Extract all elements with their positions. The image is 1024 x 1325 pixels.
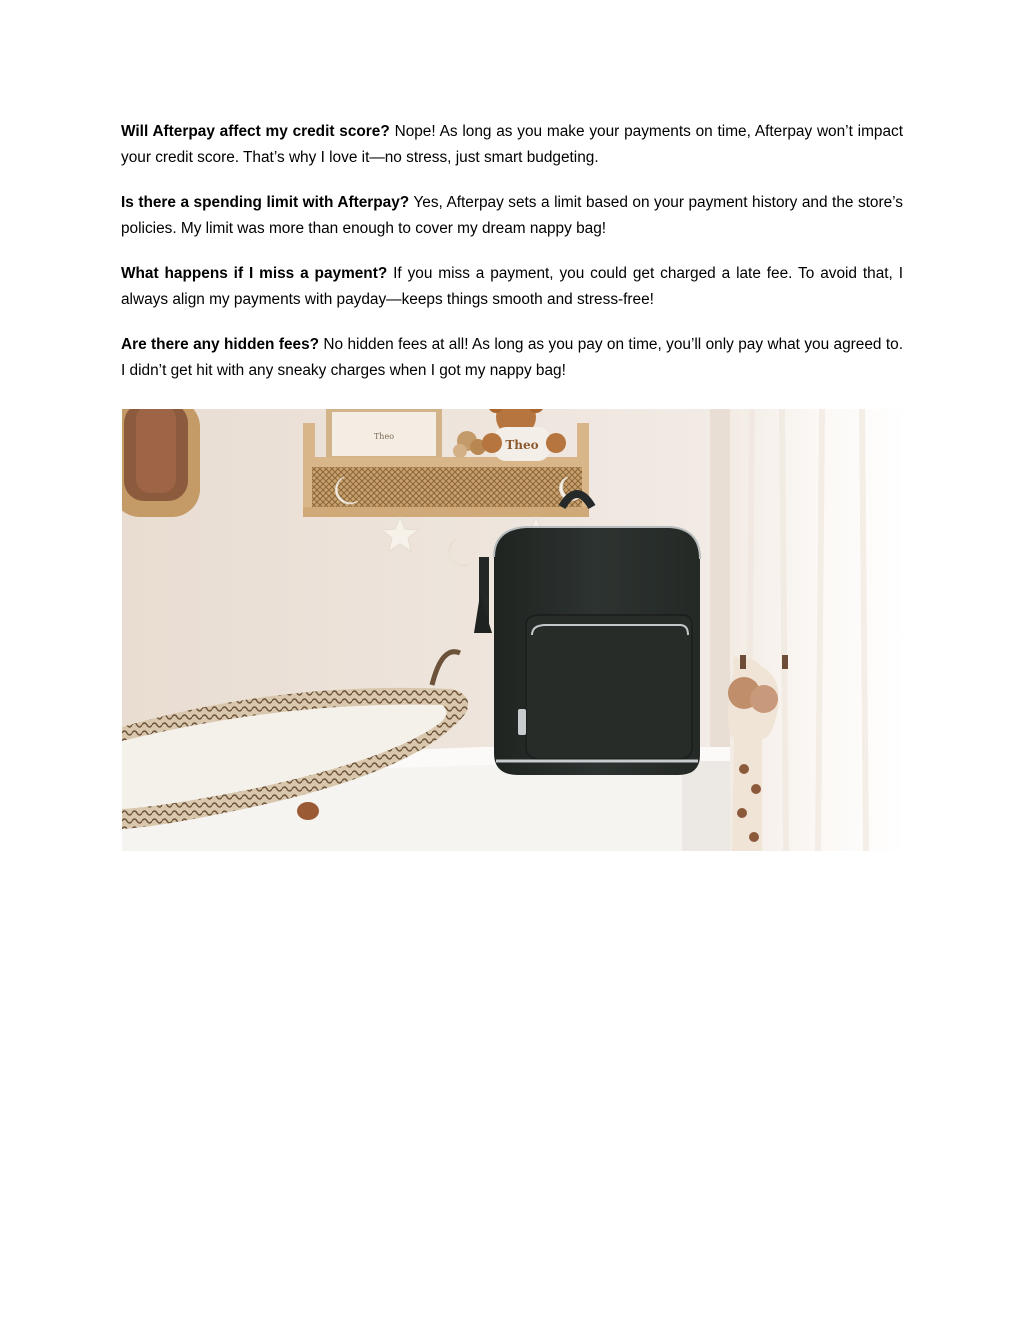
faq-item-missed-payment bbox=[121, 261, 903, 313]
faq-answer: Yes, Afterpay sets a limit based on your payment history and the store’s policies. My limit was more than enough to cover my dream nappy bag! bbox=[121, 194, 903, 237]
faq-question: Are there any hidden fees? bbox=[121, 336, 320, 353]
faq-answer: No hidden fees at all! As long as you pay on time, you’ll only pay what you agreed to. I didn’t get hit with any sneaky charges when I got my nappy bag! bbox=[121, 336, 903, 379]
faq-question: Is there a spending limit with Afterpay? bbox=[121, 194, 410, 211]
faq-section bbox=[121, 119, 903, 403]
bear-shirt-text: Theo bbox=[505, 438, 539, 452]
mirror bbox=[122, 409, 200, 517]
faq-item-credit-score bbox=[121, 119, 903, 171]
nappy-backpack bbox=[474, 494, 700, 775]
faq-answer: Nope! As long as you make your payments on time, Afterpay won’t impact your credit score. That’s why I love it—no stress, just smart budgeting. bbox=[121, 123, 904, 166]
faq-item-spending-limit bbox=[121, 190, 903, 242]
faq-item-hidden-fees bbox=[121, 332, 903, 384]
art-print-text: Theo bbox=[373, 432, 395, 441]
nappy-bag-photo bbox=[122, 409, 906, 851]
faq-question: What happens if I miss a payment? bbox=[121, 265, 388, 282]
faq-question: Will Afterpay affect my credit score? bbox=[121, 123, 390, 140]
faq-answer: If you miss a payment, you could get charged a late fee. To avoid that, I always align my payments with payday—keeps things smooth and stress-free! bbox=[121, 265, 903, 308]
